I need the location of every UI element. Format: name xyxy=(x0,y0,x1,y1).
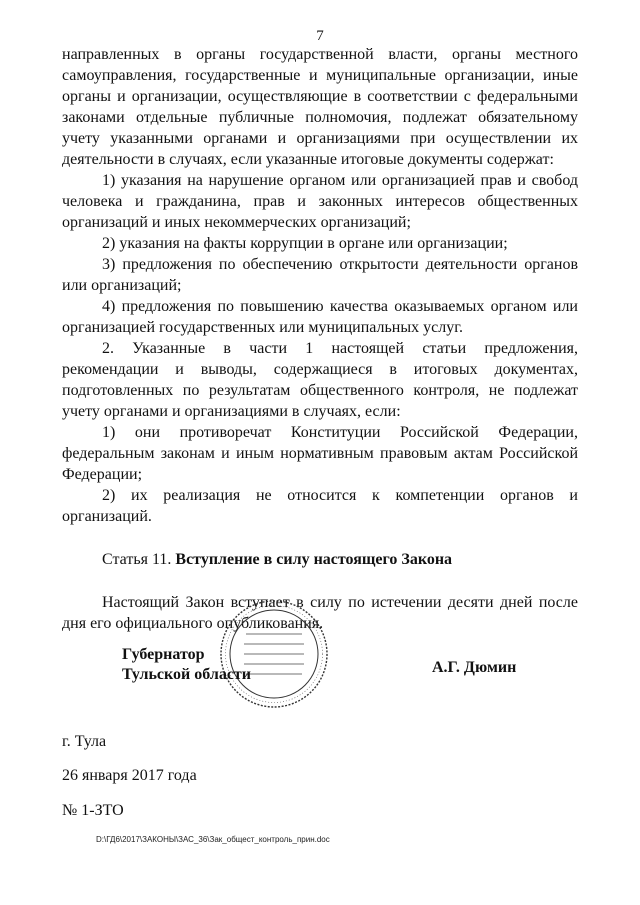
list-item: 3) предложения по обеспечению открытости деятельности органов или организаций; xyxy=(62,256,578,294)
document-body xyxy=(62,44,578,650)
list-item: 1) указания на нарушение органом или организацией прав и свобод человека и гражданина, прав и законных интересов общественных организаций и иных некоммерческих организаций; xyxy=(62,172,578,231)
law-number: № 1-ЗТО xyxy=(62,802,124,819)
article-title: Вступление в силу настоящего Закона xyxy=(175,551,453,568)
part-2-paragraph: 2. Указанные в части 1 настоящей статьи предложения, рекомендации и выводы, содержащиеся в итоговых документах, подготовленных по результатам общественного контроля, не подлежат учету органами и организациями в случаях, если: xyxy=(62,340,578,420)
article-text: Настоящий Закон вступает в силу по истечении десяти дней после дня его официального опубликования. xyxy=(62,594,578,632)
signing-date: 26 января 2017 года xyxy=(62,767,197,784)
article-label: Статья 11. xyxy=(102,551,172,568)
file-path: D:\ГД6\2017\ЗАКОНЫ\ЗАС_36\Зак_общест_контроль_прин.doc xyxy=(96,835,330,844)
intro-paragraph: направленных в органы государственной власти, органы местного самоуправления, государственные и муниципальные организации, иные органы и организации, осуществляющие в соответствии с федеральными законами отдельные публичные полномочия, подлежат обязательному учету указанными органами и организациями при осуществлении их деятельности в случаях, если указанные итоговые документы содержат: xyxy=(62,46,578,168)
list-item: 2) их реализация не относится к компетенции органов и организаций. xyxy=(62,487,578,525)
page-number: 7 xyxy=(316,28,324,44)
signatory-title xyxy=(122,645,251,685)
signatory-title-line-2: Тульской области xyxy=(122,666,251,683)
signatory-title-line-1: Губернатор xyxy=(122,646,205,663)
list-item: 1) они противоречат Конституции Российской Федерации, федеральным законам и иным нормативным правовым актам Российской Федерации; xyxy=(62,424,578,483)
article-heading xyxy=(62,549,578,570)
list-item: 4) предложения по повышению качества оказываемых органом или организацией государственных или муниципальных услуг. xyxy=(62,298,578,336)
signing-city: г. Тула xyxy=(62,733,107,750)
list-item: 2) указания на факты коррупции в органе или организации; xyxy=(102,235,508,252)
signatory-name: А.Г. Дюмин xyxy=(432,659,517,676)
